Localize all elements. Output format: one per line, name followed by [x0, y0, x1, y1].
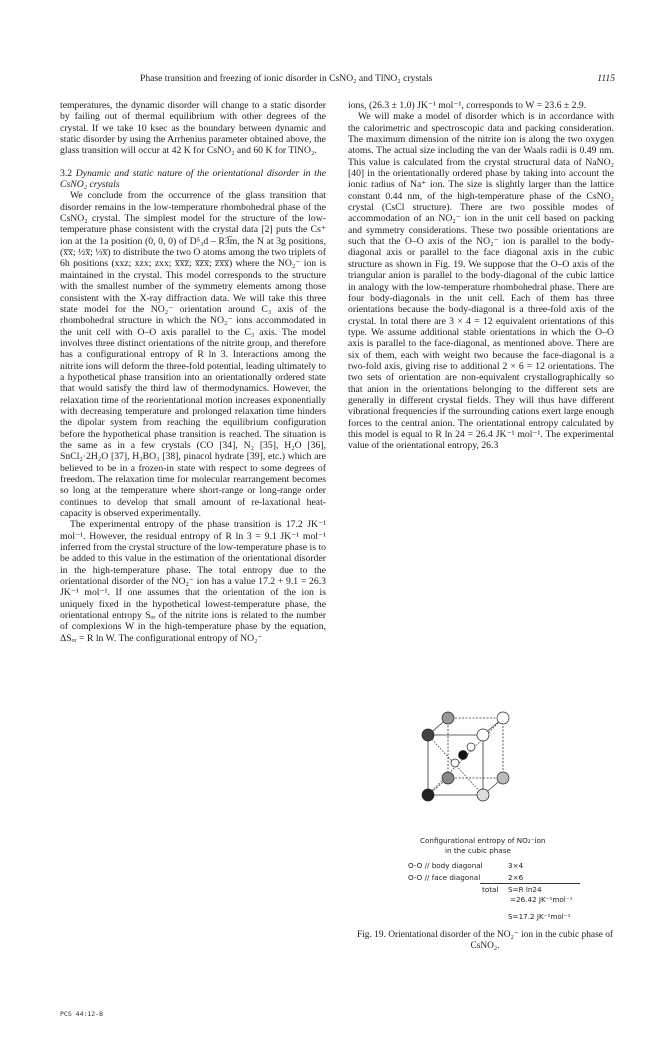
- cubic-cell-diagram: [408, 700, 518, 830]
- figure-total-label: total: [482, 885, 499, 894]
- paragraph: We conclude from the occurrence of the glass transition that disorder remains in the low-temperature rhombohedral phase of the CsNO₂ crystal. The simplest model for the structure of the low-temperature phase consistent with the crystal data [2] puts the Cs⁺ ion at the 1a position (0, 0, 0) of D⁵₃d – R3̅m, the N at 3g positions, (x̅x̅; ½x̅; ⅓x̅) to distribute the two O atoms among the two triplets of 6h positions (xxz; xzx; zxx; x̅x̅z̅; x̅z̅x̅; z̅x̅x̅) where the NO₂⁻ ion is maintained in the crystal. This model corresponds to the structure with the smallest number of the symmetry elements among those consistent with the X-ray diffraction data. We will take this three state model for the NO₂⁻ orientation around C₃ axis of the rhombohedral structure in which the NO₂⁻ ions accommodated in the unit cell with O–O axis parallel to the C₃ axis. The model involves three distinct orientations of the nitrite group, and therefore has a configurational entropy of R ln 3. Interactions among the nitrite ions will deform the three-fold potential, leading ultimately to a hypothetical phase transition into an orientationally ordered state that would satisfy the third law of thermodynamics. However, the relaxation time of the reorientational motion increases exponentially with decreasing temperature and prolonged relaxation time hinders the dipolar system from reaching the equilibrium configuration before the hypothetical phase transition is reached. The situation is the same as in a few crystals (CO [34], N₂ [35], H₂O [36], SnCl₂·2H₂O [37], H₃BO₃ [38], pinacol hydrate [39], etc.) which are believed to be in a frozen-in state with respect to some degrees of freedom. The relaxation time for molecular rearrangement becomes so long at the temperature where short-range or long-range order continues to develop that small amount of re-laxational heat-capacity is observed experimentally.: [60, 190, 326, 520]
- page-number: 1115: [597, 73, 615, 84]
- cation-atom: [442, 772, 454, 784]
- section-heading: [60, 168, 326, 191]
- cation-atom: [497, 772, 509, 784]
- cation-atom: [477, 789, 489, 801]
- cation-atom: [497, 712, 509, 724]
- cation-atom: [442, 712, 454, 724]
- section-title: Dynamic and static nature of the orientational disorder in the CsNO₂ crystals: [60, 167, 326, 191]
- paragraph: temperatures, the dynamic disorder will change to a static disorder by failing out of thermal equilibrium with other degrees of the crystal. If we take 10 ksec as the boundary between dynamic and static disorder by using the Arrhenius parameter obtained above, the glass transition will occur at 42 K for CsNO₂ and 60 K for TlNO₂.: [60, 100, 326, 157]
- nitrogen-atom: [459, 751, 468, 760]
- cation-atom: [477, 729, 489, 741]
- right-column: [348, 100, 614, 452]
- figure-divider: [480, 883, 580, 884]
- figure-title-line2: in the cubic phase: [445, 846, 511, 855]
- footer-code: PCS 44:12-B: [60, 1010, 104, 1018]
- paragraph: The experimental entropy of the phase transition is 17.2 JK⁻¹ mol⁻¹. However, the residual entropy of R ln 3 = 9.1 JK⁻¹ mol⁻¹ inferred from the crystal structure of the low-temperature phase is to be added to this value in the estimation of the orientational disorder in the high-temperature phase. The total entropy due to the orientational disorder of the NO₂⁻ ion has a value 17.2 + 9.1 = 26.3 JK⁻¹ mol⁻¹. If one assumes that the orientation of the ion is uniquely fixed in the hypothetical lowest-temperature phase, the orientational entropy Sₒᵣ of the nitrite ions is related to the number of complexions W in the high-temperature phase by the equation, ΔSₒᵣ = R ln W. The configurational entropy of NO₂⁻: [60, 519, 326, 644]
- figure-title-line1: Configurational entropy of NO₂⁻ion: [420, 836, 546, 845]
- figure-caption: Fig. 19. Orientational disorder of the NO₂⁻ ion in the cubic phase of CsNO₂.: [356, 930, 614, 951]
- paragraph: We will make a model of disorder which is in accordance with the calorimetric and spectroscopic data and packing consideration. The maximum dimension of the nitrite ion is along the two oxygen atoms. The actual size including the van der Waals radii is 0.49 nm. This value is calculated from the crystal structural data of NaNO₂ [40] in the orientationally ordered phase by taking into account the ionic radius of Na⁺ ion. The size is slightly larger than the lattice constant 0.44 nm, of the high-temperature phase of the CsNO₂ crystal (CsCl structure). There are two possible modes of accommodation of an NO₂⁻ ion in the unit cell based on packing and symmetry considerations. These two possible orientations are such that the O–O axis of the NO₂⁻ ion is parallel to the body-diagonal axis or parallel to the face diagonal axis in the cubic structure as shown in Fig. 19. We suppose that the O–O axis of the triangular anion is parallel to the body-diagonal of the cubic lattice in analogy with the low-temperature rhombohedral phase. There are four body-diagonals in the unit cell. Each of them has three orientations because the body-diagonal is a three-fold axis of the crystal. In total there are 3 × 4 = 12 equivalent orientations of this type. We assume additional stable orientations in which the O–O axis is parallel to the face-diagonal, as mentioned above. There are six of them, each with weight two because the face-diagonal is a two-fold axis, giving rise to additional 2 × 6 = 12 orientations. The two sets of orientation are non-equivalent crystallographically so that anion in the orientations belonging to the different sets are generally in different crystal fields. They will thus have different vibrational frequencies if the surrounding cations exert large enough forces to the central anion. The orientational entropy calculated by this model is equal to R ln 24 = 26.4 JK⁻¹ mol⁻¹. The experimental value of the orientational entropy, 26.3: [348, 111, 614, 452]
- figure-row1-label: O-O // body diagonal: [408, 861, 483, 870]
- left-column: [60, 100, 326, 644]
- figure-exp-value: S=17.2 JK⁻¹mol⁻¹: [508, 912, 571, 921]
- figure-row1-value: 3×4: [508, 861, 524, 870]
- figure-row2-value: 2×6: [508, 873, 524, 882]
- figure-total-value: S=R ln24: [508, 885, 542, 894]
- oxygen-atom: [451, 759, 459, 767]
- cube-back-face: [448, 718, 503, 778]
- section-number: 3.2: [60, 167, 73, 179]
- figure-row2-label: O-O // face diagonal: [408, 873, 481, 882]
- header-title: Phase transition and freezing of ionic disorder in CsNO₂ and TlNO₂ crystals: [140, 73, 433, 84]
- running-header: [60, 73, 615, 89]
- cation-atom: [422, 789, 434, 801]
- cation-atom: [422, 729, 434, 741]
- figure-total-value2: =26.42 JK⁻¹mol⁻¹: [510, 895, 573, 904]
- paragraph: ions, (26.3 ± 1.0) JK⁻¹ mol⁻¹, corresponds to W = 23.6 ± 2.9.: [348, 100, 587, 111]
- oxygen-atom: [467, 743, 475, 751]
